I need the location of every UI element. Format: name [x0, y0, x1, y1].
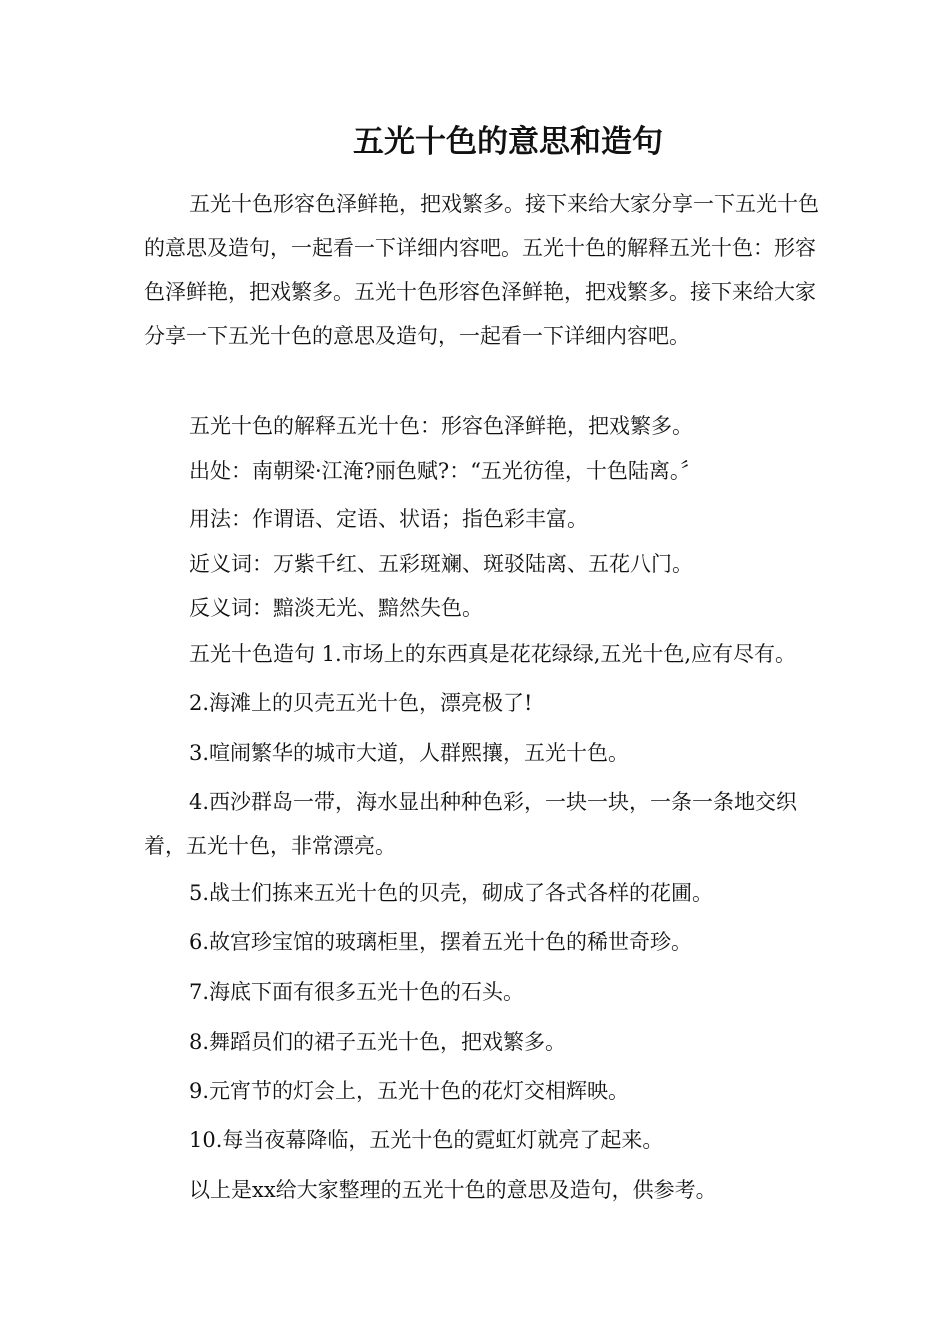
intro-paragraph: 五光十色形容色泽鲜艳，把戏繁多。接下来给大家分享一下五光十色的意思及造句，一起看一下详细内容吧。五光十色的解释五光十色：形容色泽鲜艳，把戏繁多。五光十色形容色泽鲜艳，把戏繁多。接下来给大家分享一下五光十色的意思及造句，一起看一下详细内容吧。	[144, 192, 819, 348]
example-sentence-6: 6.故宫珍宝馆的玻璃柜里，摆着五光十色的稀世奇珍。	[189, 930, 693, 954]
example-sentence-7: 7.海底下面有很多五光十色的石头。	[189, 980, 525, 1004]
example-sentence-8: 8.舞蹈员们的裙子五光十色，把戏繁多。	[189, 1030, 567, 1054]
example-sentence-5: 5.战士们拣来五光十色的贝壳，砌成了各式各样的花圃。	[189, 881, 714, 905]
example-sentence-2: 2.海滩上的贝壳五光十色，漂亮极了!	[189, 691, 533, 715]
synonyms-paragraph: 近义词：万紫千红、五彩斑斓、斑驳陆离、五花八门。	[189, 552, 693, 576]
usage-paragraph: 用法：作谓语、定语、状语；指色彩丰富。	[189, 507, 588, 531]
example-sentence-4: 4.西沙群岛一带，海水显出种种色彩，一块一块，一条一条地交织着，五光十色，非常漂亮。	[144, 790, 798, 858]
closing-paragraph: 以上是xx给大家整理的五光十色的意思及造句，供参考。	[189, 1178, 717, 1202]
source-paragraph: 出处：南朝梁·江淹?丽色赋?：“五光彷徨，十色陆离。〞	[189, 459, 702, 483]
example-sentence-9: 9.元宵节的灯会上，五光十色的花灯交相辉映。	[189, 1079, 630, 1103]
example-sentence-3: 3.喧闹繁华的城市大道，人群熙攘，五光十色。	[189, 741, 630, 765]
definition-paragraph: 五光十色的解释五光十色：形容色泽鲜艳，把戏繁多。	[189, 414, 693, 438]
example-sentence-10: 10.每当夜幕降临，五光十色的霓虹灯就亮了起来。	[189, 1128, 664, 1152]
antonyms-paragraph: 反义词：黯淡无光、黯然失色。	[189, 596, 483, 620]
page-title: 五光十色的意思和造句	[353, 124, 663, 160]
example-sentence-1: 五光十色造句 1.市场上的东西真是花花绿绿,五光十色,应有尽有。	[189, 642, 797, 666]
